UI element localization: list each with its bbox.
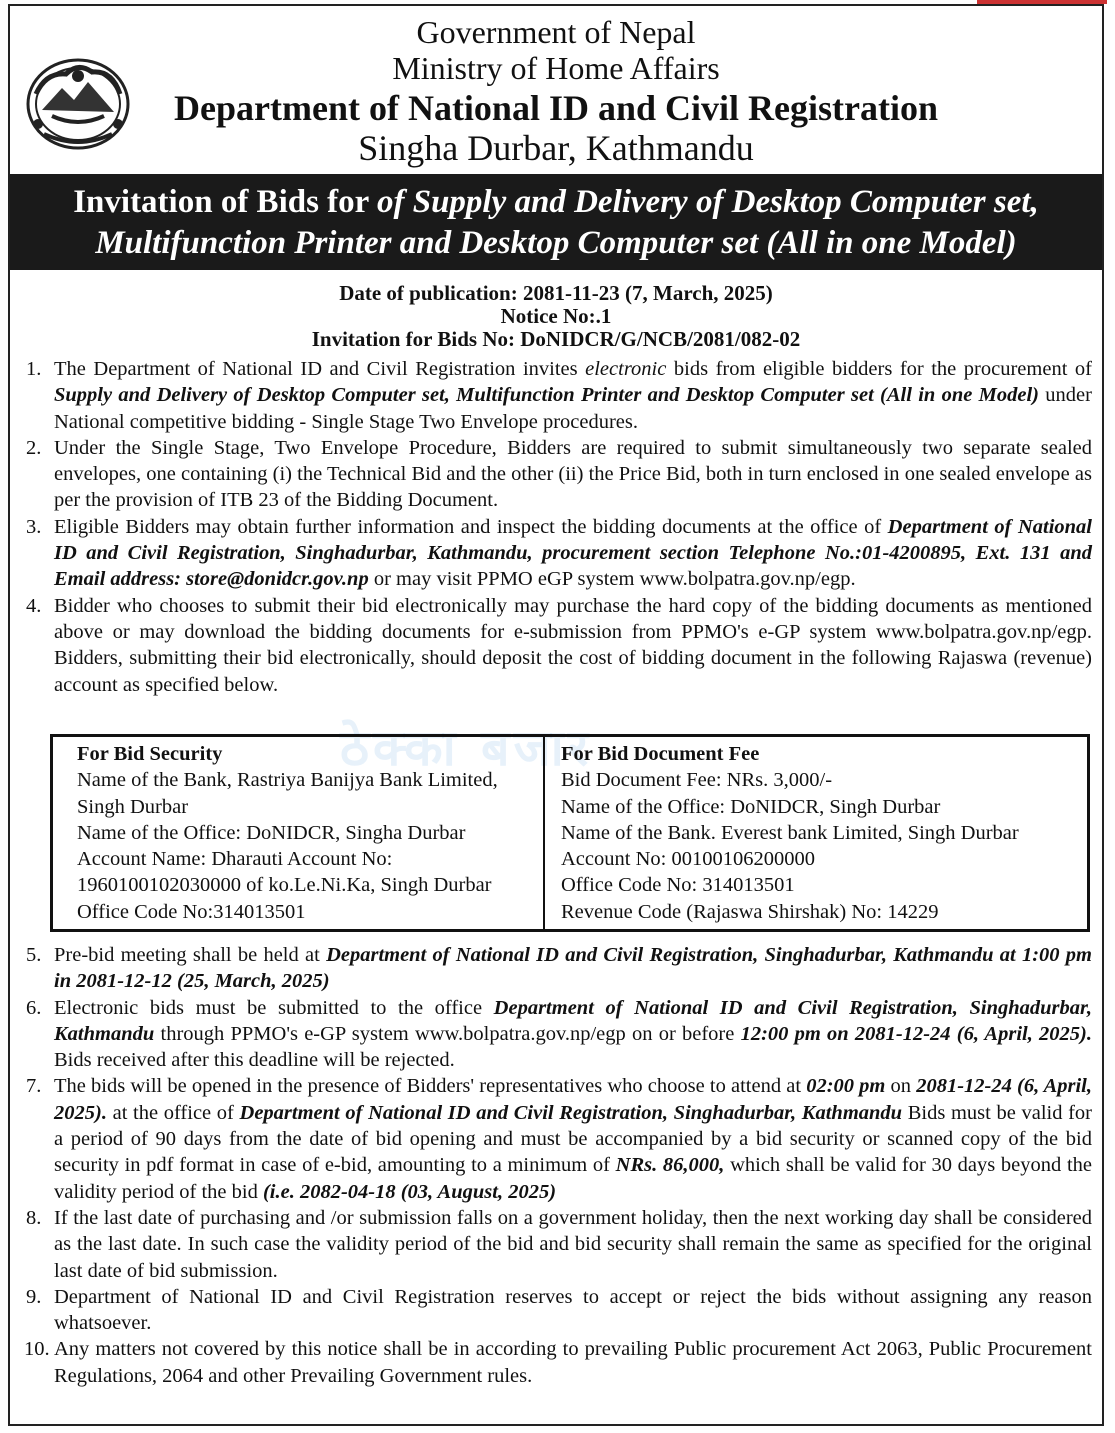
clause-number: 10. xyxy=(24,1338,50,1361)
clause-3 xyxy=(20,514,1092,593)
notice-page xyxy=(8,4,1104,1426)
clause-7 xyxy=(20,1073,1092,1204)
clause-text: Department of National ID and Civil Registration, Singhadurbar, Kathmandu, procurement section Telephone No.:01-4200895, Ext. 131 and Email address: store@donidcr.gov.np xyxy=(54,515,1092,591)
clause-text: Department of National ID and Civil Registration reserves to accept or reject the bids without assigning any reason whatsoever. xyxy=(54,1285,1092,1335)
clause-number: 9. xyxy=(26,1285,42,1308)
banner-line-2 xyxy=(10,223,1102,264)
notice-title-banner xyxy=(10,174,1102,270)
clause-9 xyxy=(20,1284,1092,1337)
clause-number: 6. xyxy=(26,996,42,1019)
bid-fee-line: Account No: 00100106200000 xyxy=(561,848,815,871)
watermark-logo: ठेक्का बजार xyxy=(340,719,593,777)
department-name: Department of National ID and Civil Registration xyxy=(174,88,938,128)
bid-fee-line: Revenue Code (Rajaswa Shirshak) No: 14229 xyxy=(561,900,939,923)
clause-text: 2081-12-24 (6, April, 2025). xyxy=(54,1075,1093,1124)
clause-text: Under the Single Stage, Two Envelope Procedure, Bidders are required to submit simultaneously two separate sealed envelopes, one containing (i) the Technical Bid and the other (ii) the Price Bid, both in turn enclosed in one sealed envelope as per the provision of ITB 23 of the Bidding Document. xyxy=(54,436,1092,512)
clause-text: Supply and Delivery of Desktop Computer set, Multifunction Printer and Desktop Computer set (All in one Model) xyxy=(54,384,1040,407)
notice-meta xyxy=(10,282,1102,351)
clause-number: 1. xyxy=(26,358,42,380)
clause-8 xyxy=(20,1205,1092,1284)
clause-number: 2. xyxy=(26,436,42,459)
clause-number: 3. xyxy=(26,515,42,538)
clause-text: or may visit PPMO eGP system www.bolpatra.gov.np/egp. xyxy=(368,568,856,591)
govt-line: Government of Nepal xyxy=(416,14,696,50)
banner-title-part-1: of Supply and Delivery of Desktop Computer set, xyxy=(376,184,1039,220)
ministry-line: Ministry of Home Affairs xyxy=(392,50,720,86)
clause-5 xyxy=(20,942,1092,995)
banner-title-part-2: Multifunction Printer and Desktop Computer set (All in one Model) xyxy=(95,225,1017,261)
publication-date: Date of publication: 2081-11-23 (7, March, 2025) xyxy=(339,281,773,305)
bid-security-column xyxy=(53,737,545,929)
notice-number: Notice No:.1 xyxy=(500,304,612,328)
clause-number: 5. xyxy=(26,944,42,966)
clause-text: Any matters not covered by this notice shall be in according to prevailing Public procurement Act 2063, Public Procurement Regulations, 2064 and other Prevailing Government rules. xyxy=(54,1338,1092,1387)
bid-fee-title: For Bid Document Fee xyxy=(561,743,760,765)
clause-number: 7. xyxy=(26,1075,42,1098)
clause-1 xyxy=(20,356,1092,435)
clause-text: at the office of xyxy=(106,1101,240,1124)
clause-text: If the last date of purchasing and /or submission falls on a government holiday, then the next working day shall be considered as the last date. In such case the validity period of the bid and bid security shall remain the same as specified for the original last date of bid submission. xyxy=(54,1206,1092,1282)
bid-security-line: Name of the Bank, Rastriya Banijya Bank Limited, Singh Durbar xyxy=(77,769,498,818)
bid-fee-line: Name of the Bank. Everest bank Limited, Singh Durbar xyxy=(561,821,1019,844)
clause-text: which shall be valid for 30 days beyond the validity period of the bid xyxy=(54,1154,1092,1203)
clause-number: 4. xyxy=(26,594,42,617)
department-location: Singha Durbar, Kathmandu xyxy=(358,128,754,168)
clause-text: The bids will be opened in the presence of Bidders' representatives who choose to attend at xyxy=(54,1075,807,1098)
notice-header xyxy=(10,6,1102,174)
clause-text: Bidder who chooses to submit their bid electronically may purchase the hard copy of the bidding documents as mentioned above or may download the bidding documents for e-submission from PPMO's e-GP system www.bolpatra.gov.np/egp. Bidders, submitting their bid electronically, should deposit the cost of bidding document in the following Rajaswa (revenue) account as specified below. xyxy=(54,594,1092,696)
bid-security-line: Name of the Office: DoNIDCR, Singha Durbar xyxy=(77,821,466,844)
clauses-5-10 xyxy=(20,942,1092,1389)
clause-2 xyxy=(20,435,1092,514)
clause-text: (i.e. 2082-04-18 (03, August, 2025) xyxy=(262,1180,557,1203)
clause-text: NRs. 86,000, xyxy=(615,1154,725,1177)
bid-security-line: Office Code No:314013501 xyxy=(77,900,306,923)
clause-text: Bids received after this deadline will be rejected. xyxy=(54,1049,455,1072)
bid-fee-line: Bid Document Fee: NRs. 3,000/- xyxy=(561,769,833,792)
clause-text: 12:00 pm on 2081-12-24 (6, April, 2025). xyxy=(740,1022,1093,1045)
clause-text: Department of National ID and Civil Registration, Singhadurbar, Kathmandu at 1:00 pm in 2081-12-12 (25, March, 2025) xyxy=(54,944,1092,993)
clause-text: on xyxy=(885,1075,917,1098)
clause-text: bids from eligible bidders for the procurement of xyxy=(666,358,1093,380)
bid-fee-column xyxy=(545,737,1087,929)
clause-text: Bids must be valid for a period of 90 days from the date of bid opening and must be accompanied by a bid security or scanned copy of the bid security in pdf format in case of e-bid, amounting to a minimum of xyxy=(54,1101,1093,1177)
clause-text: under National competitive bidding - Single Stage Two Envelope procedures. xyxy=(54,384,1092,433)
clause-text: The Department of National ID and Civil Registration invites xyxy=(54,358,586,380)
clause-text: through PPMO's e-GP system www.bolpatra.gov.np/egp on or before xyxy=(154,1022,741,1045)
clause-text: Electronic bids must be submitted to the office xyxy=(54,996,494,1019)
clauses-1-4 xyxy=(20,356,1092,698)
bid-security-line: Account Name: Dharauti Account No: 1960100102030000 of ko.Le.Ni.Ka, Singh Durbar xyxy=(77,848,492,897)
bid-fee-line: Name of the Office: DoNIDCR, Singh Durbar xyxy=(561,795,941,818)
clause-number: 8. xyxy=(26,1206,42,1229)
banner-prefix: Invitation of Bids for xyxy=(73,184,377,220)
clause-text: Department of National ID and Civil Registration, Singhadurbar, Kathmandu xyxy=(54,996,1092,1045)
bid-fee-line: Office Code No: 314013501 xyxy=(561,874,795,897)
clause-6 xyxy=(20,995,1092,1074)
banner-line-1 xyxy=(10,182,1102,223)
clause-text: Eligible Bidders may obtain further information and inspect the bidding documents at the office of xyxy=(54,515,888,538)
clause-text: 02:00 pm xyxy=(806,1075,886,1098)
clause-4 xyxy=(20,593,1092,698)
account-table xyxy=(50,734,1090,932)
bid-security-title: For Bid Security xyxy=(77,743,223,765)
ifb-number: Invitation for Bids No: DoNIDCR/G/NCB/2081/082-02 xyxy=(311,327,801,351)
clause-text: Department of National ID and Civil Registration, Singhadurbar, Kathmandu xyxy=(239,1101,903,1124)
clause-10 xyxy=(20,1336,1092,1389)
clause-text: Pre-bid meeting shall be held at xyxy=(54,944,327,966)
clause-text: electronic xyxy=(585,358,667,380)
